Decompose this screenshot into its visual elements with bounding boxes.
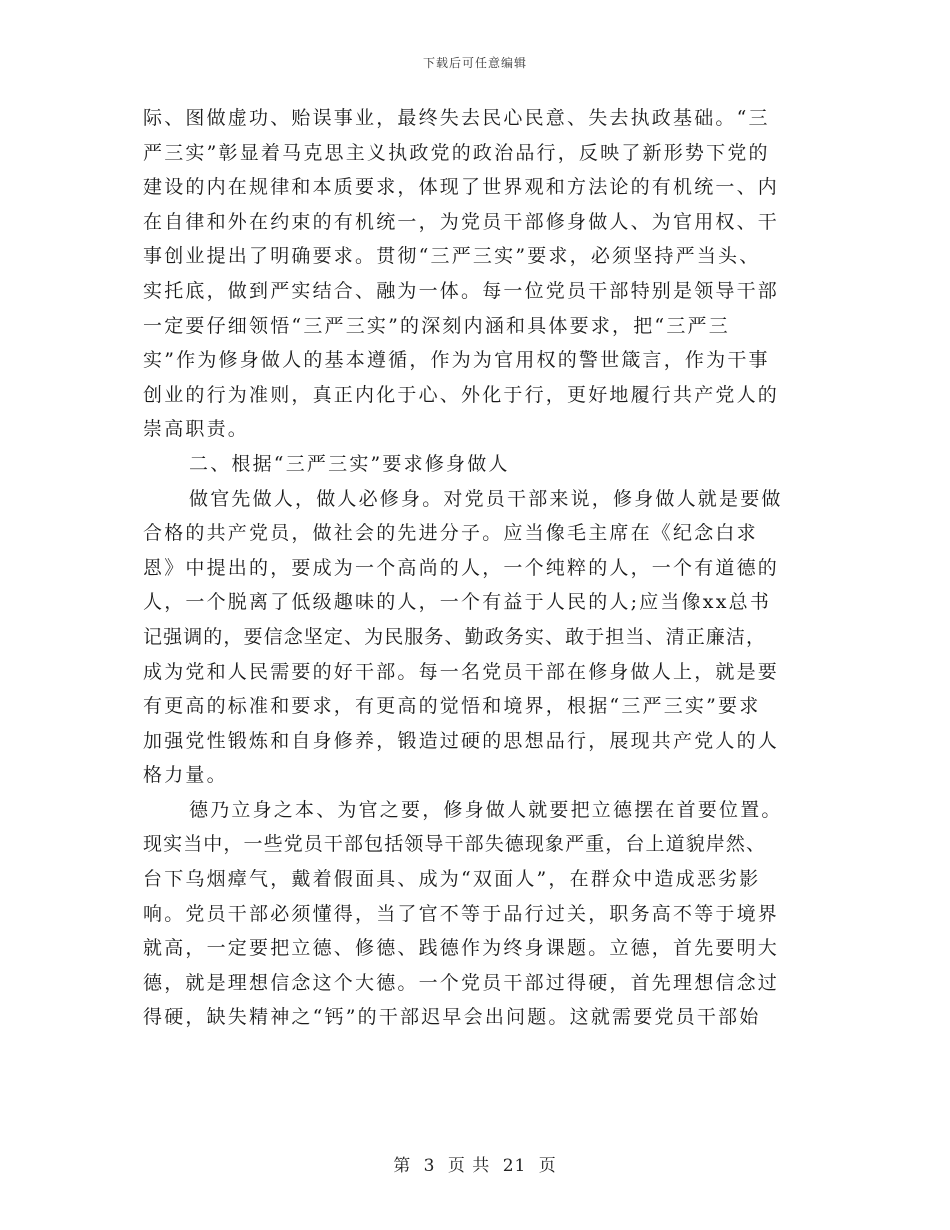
text-line: 德乃立身之本、为官之要，修身做人就要把立德摆在首要位置。 <box>189 798 783 821</box>
page-number: 3 <box>423 1156 436 1176</box>
text-line: 事创业提出了明确要求。贯彻“三严三实”要求，必须坚持严当头、 <box>143 245 761 268</box>
text-line: 格力量。 <box>143 764 228 787</box>
page-footer <box>0 1151 950 1176</box>
text-line: 台下乌烟瘴气，戴着假面具、成为“双面人”，在群众中造成恶劣影 <box>143 868 761 891</box>
text-line: 建设的内在规律和本质要求，体现了世界观和方法论的有机统一、内 <box>143 176 780 199</box>
text-line: 德，就是理想信念这个大德。一个党员干部过得硬，首先理想信念过 <box>143 971 780 994</box>
text-line: 做官先做人，做人必修身。对党员干部来说，修身做人就是要做 <box>189 487 783 510</box>
text-line: 得硬，缺失精神之“钙”的干部迟早会出问题。这就需要党员干部始 <box>143 1006 761 1029</box>
text-line: 记强调的，要信念坚定、为民服务、勤政务实、敢于担当、清正廉洁， <box>143 625 767 648</box>
text-line: 就高，一定要把立德、修德、践德作为终身课题。立德，首先要明大 <box>143 937 780 960</box>
text-line: 一定要仔细领悟“三严三实”的深刻内涵和具体要求，把“三严三 <box>143 314 730 337</box>
page-header: 下载后可任意编辑 <box>422 56 527 70</box>
footer-suffix: 页 <box>538 1156 557 1176</box>
text-line: 崇高职责。 <box>143 418 250 441</box>
text-line: 响。党员干部必须懂得，当了官不等于品行过关，职务高不等于境界 <box>143 902 780 925</box>
section-heading: 二、根据“三严三实”要求修身做人 <box>189 452 510 475</box>
text-line: 恩》中提出的，要成为一个高尚的人，一个纯粹的人，一个有道德的 <box>143 556 780 579</box>
text-line: 有更高的标准和要求，有更高的觉悟和境界，根据“三严三实”要求 <box>143 695 761 718</box>
text-line: 合格的共产党员，做社会的先进分子。应当像毛主席在《纪念白求 <box>143 522 758 545</box>
footer-prefix: 第 <box>393 1156 412 1176</box>
text-line: 加强党性锻炼和自身修养，锻造过硬的思想品行，展现共产党人的人 <box>143 729 780 752</box>
text-line: 成为党和人民需要的好干部。每一名党员干部在修身做人上，就是要 <box>143 660 780 683</box>
text-line: 实托底，做到严实结合、融为一体。每一位党员干部特别是领导干部 <box>143 279 780 302</box>
total-pages: 21 <box>502 1156 527 1176</box>
text-line: 人，一个脱离了低级趣味的人，一个有益于人民的人;应当像xx总书 <box>143 591 772 614</box>
text-line: 创业的行为准则，真正内化于心、外化于行，更好地履行共产党人的 <box>143 383 780 406</box>
text-line: 在自律和外在约束的有机统一，为党员干部修身做人、为官用权、干 <box>143 210 780 233</box>
text-line: 际、图做虚功、贻误事业，最终失去民心民意、失去执政基础。“三 <box>143 107 770 129</box>
text-line: 现实当中，一些党员干部包括领导干部失德现象严重，台上道貌岸然、 <box>143 833 767 856</box>
footer-middle: 页 共 <box>447 1156 491 1176</box>
text-line: 严三实”彰显着马克思主义执政党的政治品行，反映了新形势下党的 <box>143 141 770 164</box>
body-text <box>143 101 809 1035</box>
text-line: 实”作为修身做人的基本遵循，作为为官用权的警世箴言，作为干事 <box>143 349 770 372</box>
